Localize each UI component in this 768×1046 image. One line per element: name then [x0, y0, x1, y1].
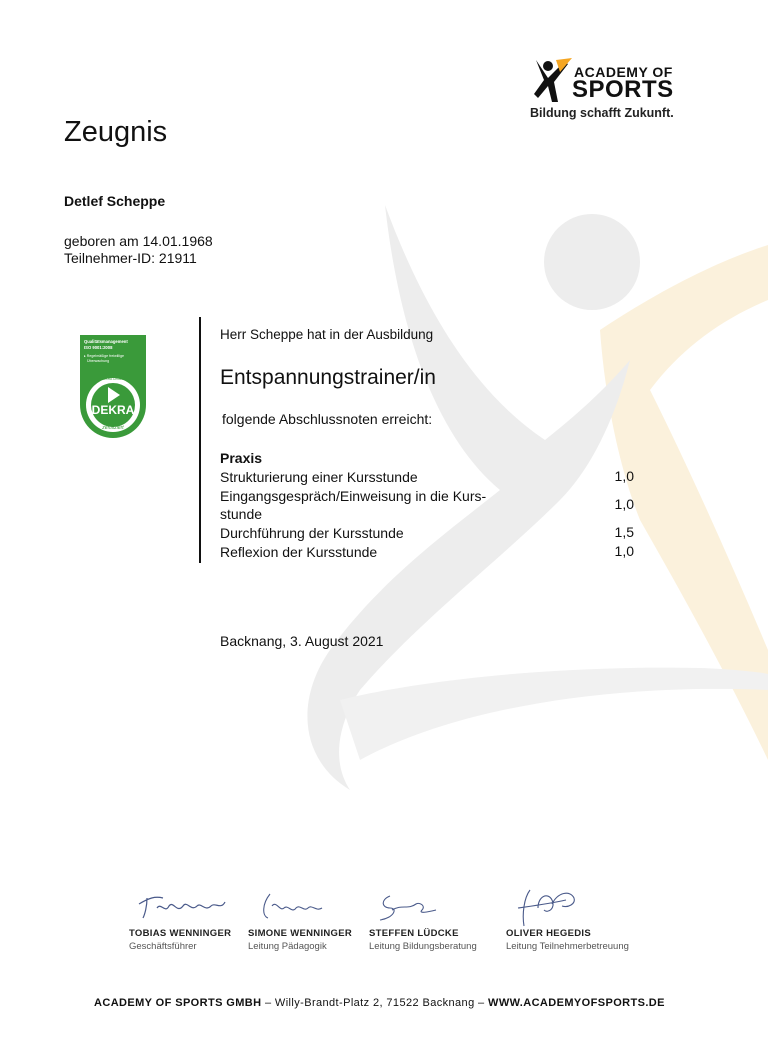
grade-label: Strukturierung einer Kursstunde [220, 469, 418, 485]
dekra-text-4: Überwachung [87, 359, 110, 363]
vertical-divider [199, 317, 201, 563]
grade-value: 1,0 [614, 468, 634, 484]
place-and-date: Backnang, 3. August 2021 [220, 633, 384, 649]
signature-steffen [372, 890, 442, 924]
signatory-role: Leitung Pädagogik [248, 941, 327, 952]
signatory-name: TOBIAS WENNINGER [129, 928, 232, 939]
dekra-ring-top: DEKRA Certified [101, 377, 125, 381]
signatory-name: STEFFEN LÜDCKE [369, 928, 459, 939]
dekra-ring-bottom: zertifiziert [102, 425, 124, 431]
signatory-role: Leitung Teilnehmerbetreuung [506, 941, 629, 952]
dekra-seal-icon [78, 333, 148, 443]
grade-label: Durchführung der Kursstunde [220, 525, 404, 541]
logo-tagline: Bildung schafft Zukunft. [530, 106, 674, 120]
dekra-text-3: ▸ Regelmäßige freiwillige [84, 354, 124, 358]
participant-name: Detlef Scheppe [64, 193, 166, 209]
logo-text-line1: ACADEMY OF [574, 64, 673, 80]
course-name: Entspannungstrainer/in [220, 366, 436, 389]
dekra-text-1: Qualitätsmanagement [84, 339, 128, 344]
signature-simone [258, 890, 328, 924]
grades-intro: folgende Abschlussnoten erreicht: [222, 411, 433, 427]
footer [94, 997, 665, 1009]
signature-tobias [135, 890, 230, 924]
grade-value: 1,0 [614, 543, 634, 559]
dekra-text-2: ISO 9001:2008 [84, 345, 113, 350]
grade-value: 1,0 [614, 496, 634, 512]
signature-oliver [508, 886, 583, 930]
footer-website[interactable]: WWW.ACADEMYOFSPORTS.DE [488, 997, 665, 1009]
grade-label: Reflexion der Kursstunde [220, 544, 378, 560]
signatory-name: OLIVER HEGEDIS [506, 928, 591, 939]
dekra-seal [78, 333, 148, 443]
birth-date: geboren am 14.01.1968 [64, 233, 213, 249]
grade-section-title: Praxis [220, 450, 263, 466]
signatory-role: Geschäftsführer [129, 941, 197, 952]
grade-label: Eingangsgespräch/Einweisung in die Kurs-stunde [220, 488, 487, 522]
footer-company: ACADEMY OF SPORTS GMBH [94, 997, 262, 1009]
footer-address: – Willy-Brandt-Platz 2, 71522 Backnang – [261, 997, 489, 1009]
signatory-role: Leitung Bildungsberatung [369, 941, 477, 952]
logo-text-line2: SPORTS [572, 76, 674, 103]
certificate-intro: Herr Scheppe hat in der Ausbildung [220, 327, 434, 342]
athlete-logo-icon [534, 58, 574, 106]
academy-logo [528, 56, 688, 126]
grade-value: 1,5 [614, 524, 634, 540]
signatory-name: SIMONE WENNINGER [248, 928, 353, 939]
dekra-brand: DEKRA [91, 403, 135, 417]
participant-id: Teilnehmer-ID: 21911 [64, 250, 197, 266]
document-title: Zeugnis [64, 116, 168, 148]
